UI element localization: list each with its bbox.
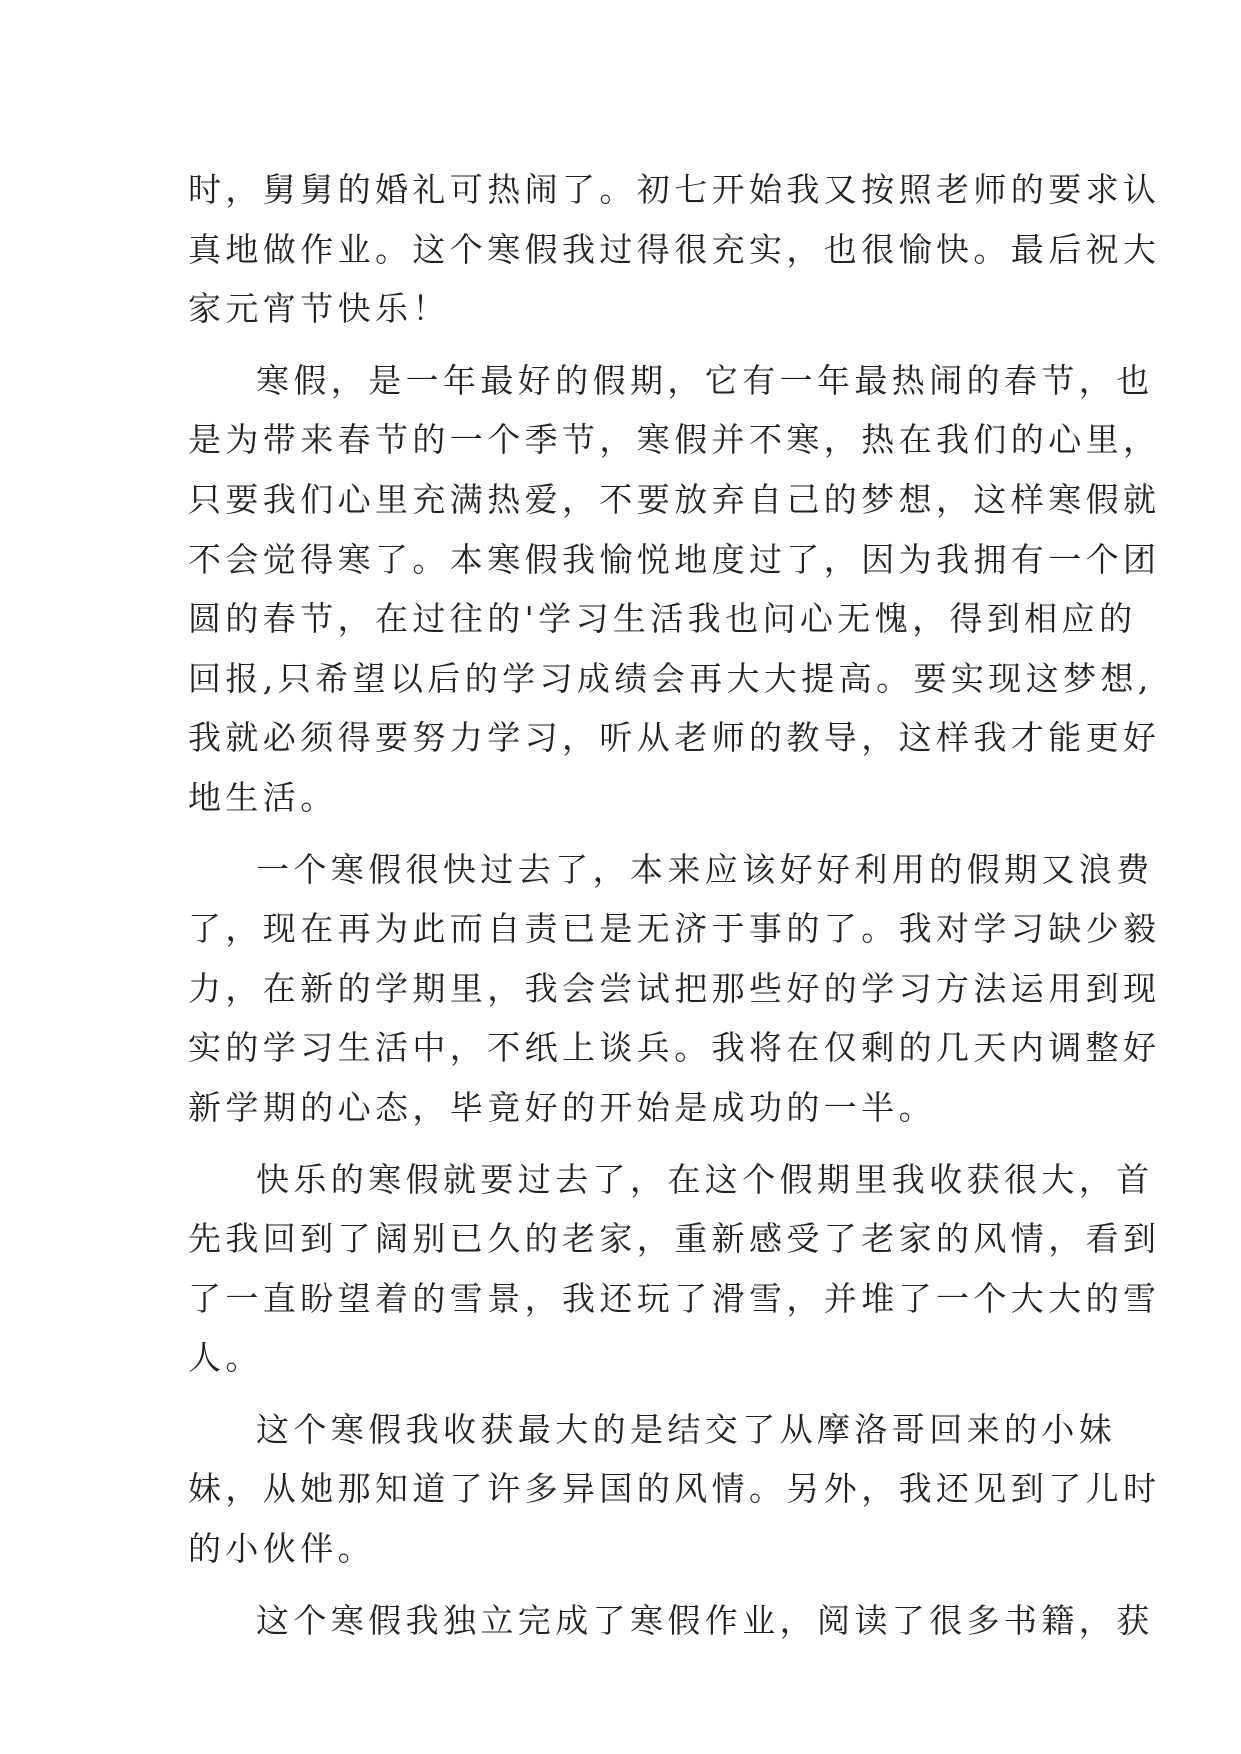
text-line: 只要我们心里充满热爱，不要放弃自己的梦想，这样寒假就 xyxy=(188,479,1161,519)
text-line: 寒假，是一年最好的假期，它有一年最热闹的春节，也 xyxy=(256,360,1154,400)
document-body xyxy=(188,160,1161,1650)
text-line: 新学期的心态，毕竟好的开始是成功的一半。 xyxy=(188,1087,936,1127)
text-line: 这个寒假我独立完成了寒假作业，阅读了很多书籍，获 xyxy=(256,1600,1154,1640)
text-line: 真地做作业。这个寒假我过得很充实，也很愉快。最后祝大 xyxy=(188,229,1161,269)
text-line: 了，现在再为此而自责已是无济于事的了。我对学习缺少毅 xyxy=(188,909,1161,949)
text-line: 这个寒假我收获最大的是结交了从摩洛哥回来的小妹 xyxy=(256,1409,1117,1449)
paragraph xyxy=(188,1400,1161,1579)
text-line: 一个寒假很快过去了，本来应该好好利用的假期又浪费 xyxy=(256,849,1154,889)
paragraph xyxy=(188,160,1161,339)
text-line: 力，在新的学期里，我会尝试把那些好的学习方法运用到现 xyxy=(188,968,1161,1008)
text-line: 快乐的寒假就要过去了，在这个假期里我收获很大，首 xyxy=(256,1159,1154,1199)
text-line: 的小伙伴。 xyxy=(188,1529,375,1569)
text-line: 回报,只希望以后的学习成绩会再大大提高。要实现这梦想, xyxy=(188,658,1153,698)
text-line: 先我回到了阔别已久的老家，重新感受了老家的风情，看到 xyxy=(188,1219,1161,1259)
text-line: 人。 xyxy=(188,1338,263,1378)
paragraph xyxy=(188,1591,1154,1651)
text-line: 实的学习生活中，不纸上谈兵。我将在仅剩的几天内调整好 xyxy=(188,1028,1161,1068)
text-line: 我就必须得要努力学习，听从老师的教导，这样我才能更好 xyxy=(188,718,1161,758)
paragraph xyxy=(188,351,1161,828)
text-line: 地生活。 xyxy=(188,777,338,817)
paragraph xyxy=(188,840,1161,1138)
text-line: 圆的春节，在过往的'学习生活我也问心无愧，得到相应的 xyxy=(188,599,1137,639)
text-line: 不会觉得寒了。本寒假我愉悦地度过了，因为我拥有一个团 xyxy=(188,539,1161,579)
text-line: 了一直盼望着的雪景，我还玩了滑雪，并堆了一个大大的雪 xyxy=(188,1278,1161,1318)
text-line: 妹，从她那知道了许多异国的风情。另外，我还见到了儿时 xyxy=(188,1469,1161,1509)
paragraph xyxy=(188,1150,1161,1388)
text-line: 时，舅舅的婚礼可热闹了。初七开始我又按照老师的要求认 xyxy=(188,170,1161,209)
text-line: 家元宵节快乐！ xyxy=(188,289,450,329)
text-line: 是为带来春节的一个季节，寒假并不寒，热在我们的心里， xyxy=(188,420,1161,460)
